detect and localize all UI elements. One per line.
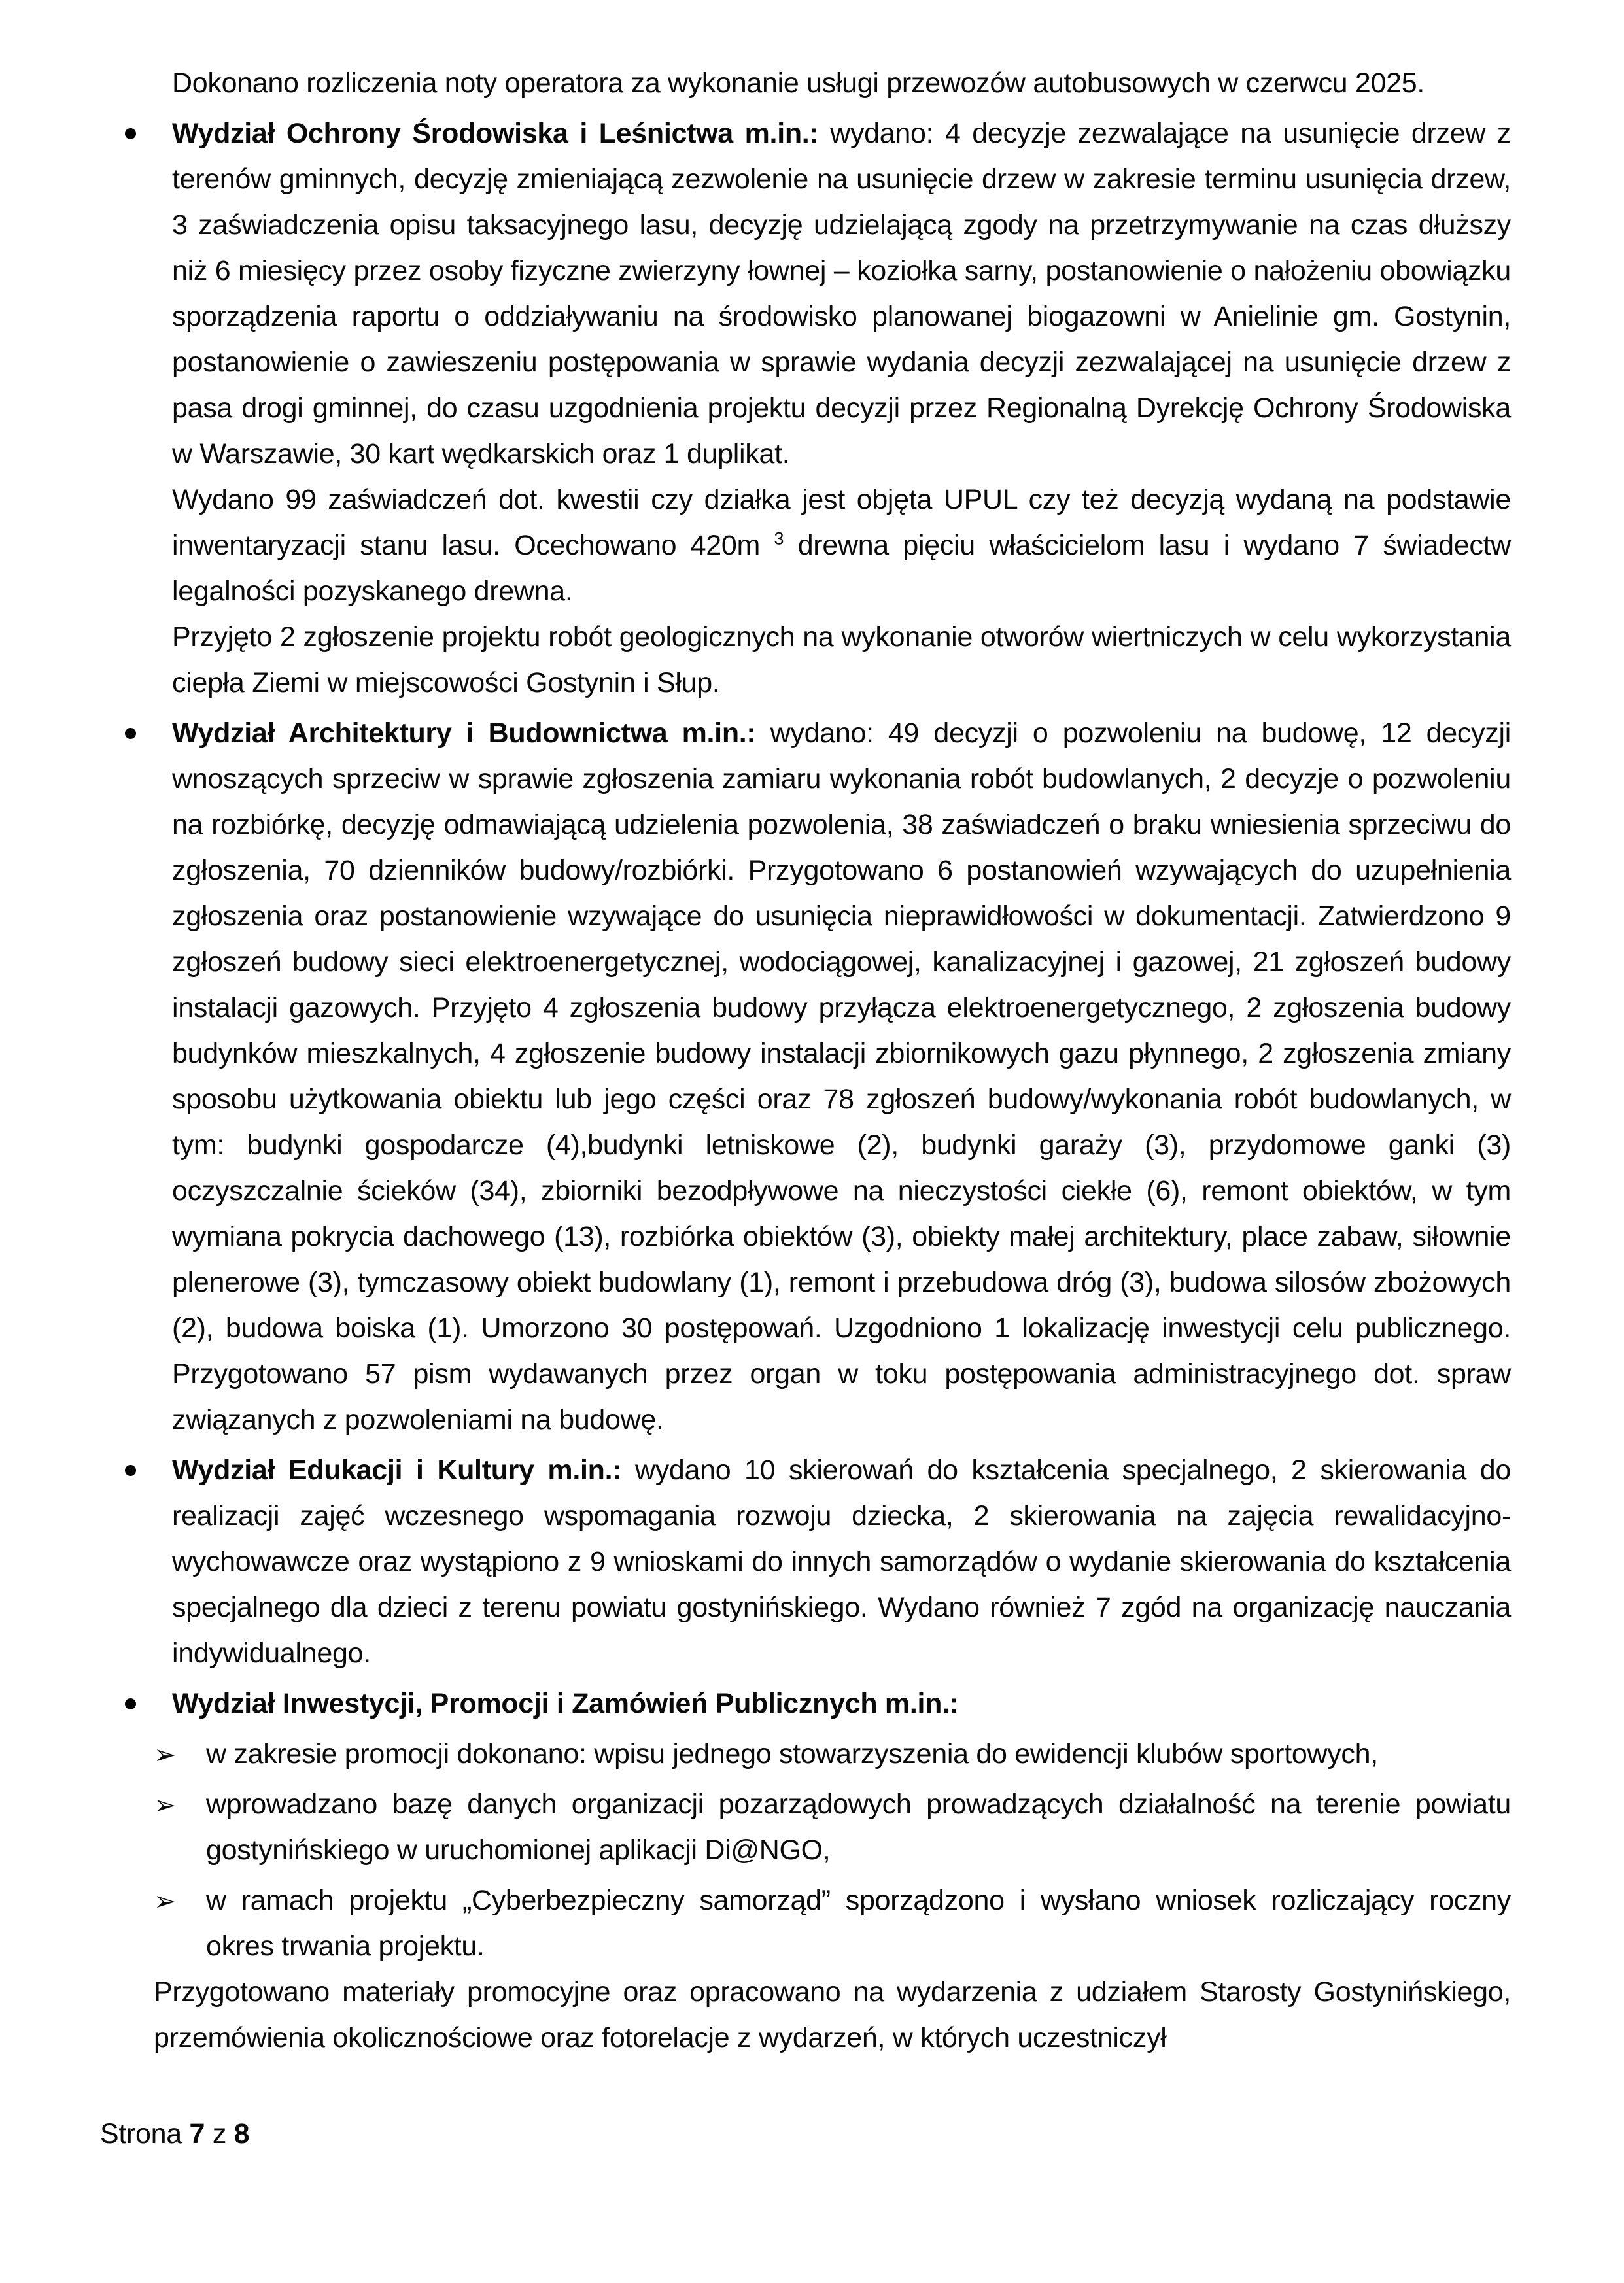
bullet-item-edukacja bbox=[172, 1447, 1511, 1676]
section-heading-ochrona: Wydział Ochrony Środowiska i Leśnictwa m.in.: bbox=[172, 118, 819, 149]
section-paragraph bbox=[172, 1447, 1511, 1676]
bullet-dot-icon bbox=[125, 728, 136, 739]
sub-bullet-text-span: wprowadzano bazę danych organizacji pozarządowych prowadzących działalność na terenie powiatu gostynińskiego w uruchomionej aplikacji Di@NGO, bbox=[206, 1789, 1511, 1866]
section-paragraph bbox=[172, 1681, 1511, 1726]
sub-bullet-baza-ngo bbox=[154, 1781, 1511, 1873]
footer-separator: z bbox=[205, 2118, 234, 2150]
footer-prefix: Strona bbox=[100, 2118, 190, 2150]
section-heading-edukacja: Wydział Edukacji i Kultury m.in.: bbox=[172, 1454, 622, 1486]
sub-paragraph-text-pre: Wydano 99 zaświadczeń dot. kwestii czy działka jest objęta UPUL czy też decyzją wydaną na podstawie inwentaryzacji stanu lasu. Ocechowano 420m bbox=[172, 484, 1511, 561]
arrow-marker-icon: ➢ bbox=[154, 1739, 177, 1770]
sub-bullet-text bbox=[206, 1781, 1511, 1873]
bullet-item-inwestycje bbox=[172, 1681, 1511, 1726]
document-body bbox=[98, 60, 1511, 2061]
closing-paragraph bbox=[154, 1969, 1511, 2061]
arrow-marker-icon: ➢ bbox=[154, 1885, 177, 1917]
closing-paragraph-text: Przygotowano materiały promocyjne oraz opracowano na wydarzenia z udziałem Starosty Gostynińskiego, przemówienia okolicznościowe oraz fotorelacje z wydarzeń, w których uczestniczył bbox=[154, 1976, 1511, 2053]
sub-bullet-text bbox=[206, 1878, 1511, 1969]
section-paragraph bbox=[172, 710, 1511, 1443]
intro-paragraph bbox=[172, 60, 1511, 106]
bullet-dot-icon bbox=[125, 128, 136, 139]
sub-bullet-promocja bbox=[154, 1731, 1511, 1777]
sub-paragraph-text-post: drewna pięciu właścicielom lasu i wydano 7 świadectw legalności pozyskanego drewna. bbox=[172, 530, 1512, 607]
bullet-dot-icon bbox=[125, 1465, 136, 1476]
sub-bullet-text-span: w ramach projektu „Cyberbezpieczny samorząd” sporządzono i wysłano wniosek rozliczający roczny okres trwania projektu. bbox=[206, 1885, 1511, 1962]
section-body-edukacja: wydano 10 skierowań do kształcenia specjalnego, 2 skierowania do realizacji zajęć wczesnego wspomagania rozwoju dziecka, 2 skierowania na zajęcia rewalidacyjno-wychowawcze oraz wystąpiono z 9 wnioskami do innych samorządów o wydanie skierowania do kształcenia specjalnego dla dzieci z terenu powiatu gostynińskiego. Wydano również 7 zgód na organizację nauczania indywidualnego. bbox=[172, 1454, 1511, 1669]
sub-paragraph-zaswiadczenia bbox=[172, 477, 1511, 614]
sub-paragraph-geologia bbox=[172, 614, 1511, 706]
sub-bullet-text bbox=[206, 1731, 1511, 1777]
section-body-architektura: wydano: 49 decyzji o pozwoleniu na budowę, 12 decyzji wnoszących sprzeciw w sprawie zgłoszenia zamiaru wykonania robót budowlanych, 2 decyzje o pozwoleniu na rozbiórkę, decyzję odmawiającą udzielenia pozwolenia, 38 zaświadczeń o braku wniesienia sprzeciwu do zgłoszenia, 70 dzienników budowy/rozbiórki. Przygotowano 6 postanowień wzywających do uzupełnienia zgłoszenia oraz postanowienie wzywające do usunięcia nieprawidłowości w dokumentacji. Zatwierdzono 9 zgłoszeń budowy sieci elektroenergetycznej, wodociągowej, kanalizacyjnej i gazowej, 21 zgłoszeń budowy instalacji gazowych. Przyjęto 4 zgłoszenia budowy przyłącza elektroenergetycznego, 2 zgłoszenia budowy budynków mieszkalnych, 4 zgłoszenie budowy instalacji zbiornikowych gazu płynnego, 2 zgłoszenia zmiany sposobu użytkowania obiektu lub jego części oraz 78 zgłoszeń budowy/wykonania robót budowlanych, w tym: budynki gospodarcze (4),budynki letniskowe (2), budynki garaży (3), przydomowe ganki (3) oczyszczalnie ścieków (34), zbiorniki bezodpływowe na nieczystości ciekłe (6), remont obiektów, w tym wymiana pokrycia dachowego (13), rozbiórka obiektów (3), obiekty małej architektury, place zabaw, siłownie plenerowe (3), tymczasowy obiekt budowlany (1), remont i przebudowa dróg (3), budowa silosów zbożowych (2), budowa boiska (1). Umorzono 30 postępowań. Uzgodniono 1 lokalizację inwestycji celu publicznego. Przygotowano 57 pism wydawanych przez organ w toku postępowania administracyjnego dot. spraw związanych z pozwoleniami na budowę. bbox=[172, 717, 1511, 1435]
footer-page-number: 7 bbox=[189, 2118, 205, 2150]
section-heading-inwestycje: Wydział Inwestycji, Promocji i Zamówień Publicznych m.in.: bbox=[172, 1688, 959, 1719]
superscript-3: 3 bbox=[774, 528, 784, 549]
intro-text: Dokonano rozliczenia noty operatora za wykonanie usługi przewozów autobusowych w czerwcu 2025. bbox=[172, 67, 1425, 99]
section-heading-architektura: Wydział Architektury i Budownictwa m.in.: bbox=[172, 717, 756, 749]
sub-paragraph-text: Przyjęto 2 zgłoszenie projektu robót geologicznych na wykonanie otworów wiertniczych w celu wykorzystania ciepła Ziemi w miejscowości Gostynin i Słup. bbox=[172, 621, 1511, 698]
page-footer bbox=[100, 2111, 249, 2157]
footer-total-pages: 8 bbox=[233, 2118, 250, 2150]
sub-bullet-cyberbezpieczny bbox=[154, 1878, 1511, 1969]
sub-bullet-text-span: w zakresie promocji dokonano: wpisu jednego stowarzyszenia do ewidencji klubów sportowych, bbox=[206, 1738, 1378, 1770]
bullet-item-ochrona-srodowiska bbox=[172, 111, 1511, 706]
bullet-item-architektura bbox=[172, 710, 1511, 1443]
section-paragraph bbox=[172, 111, 1511, 477]
bullet-dot-icon bbox=[125, 1698, 136, 1709]
section-body-ochrona: wydano: 4 decyzje zezwalające na usunięcie drzew z terenów gminnych, decyzję zmieniającą zezwolenie na usunięcie drzew w zakresie terminu usunięcia drzew, 3 zaświadczenia opisu taksacyjnego lasu, decyzję udzielającą zgody na przetrzymywanie na czas dłuższy niż 6 miesięcy przez osoby fizyczne zwierzyny łownej – koziołka sarny, postanowienie o nałożeniu obowiązku sporządzenia raportu o oddziaływaniu na środowisko planowanej biogazowni w Anielinie gm. Gostynin, postanowienie o zawieszeniu postępowania w sprawie wydania decyzji zezwalającej na usunięcie drzew z pasa drogi gminnej, do czasu uzgodnienia projektu decyzji przez Regionalną Dyrekcję Ochrony Środowiska w Warszawie, 30 kart wędkarskich oraz 1 duplikat. bbox=[172, 118, 1512, 470]
arrow-marker-icon: ➢ bbox=[154, 1789, 177, 1821]
